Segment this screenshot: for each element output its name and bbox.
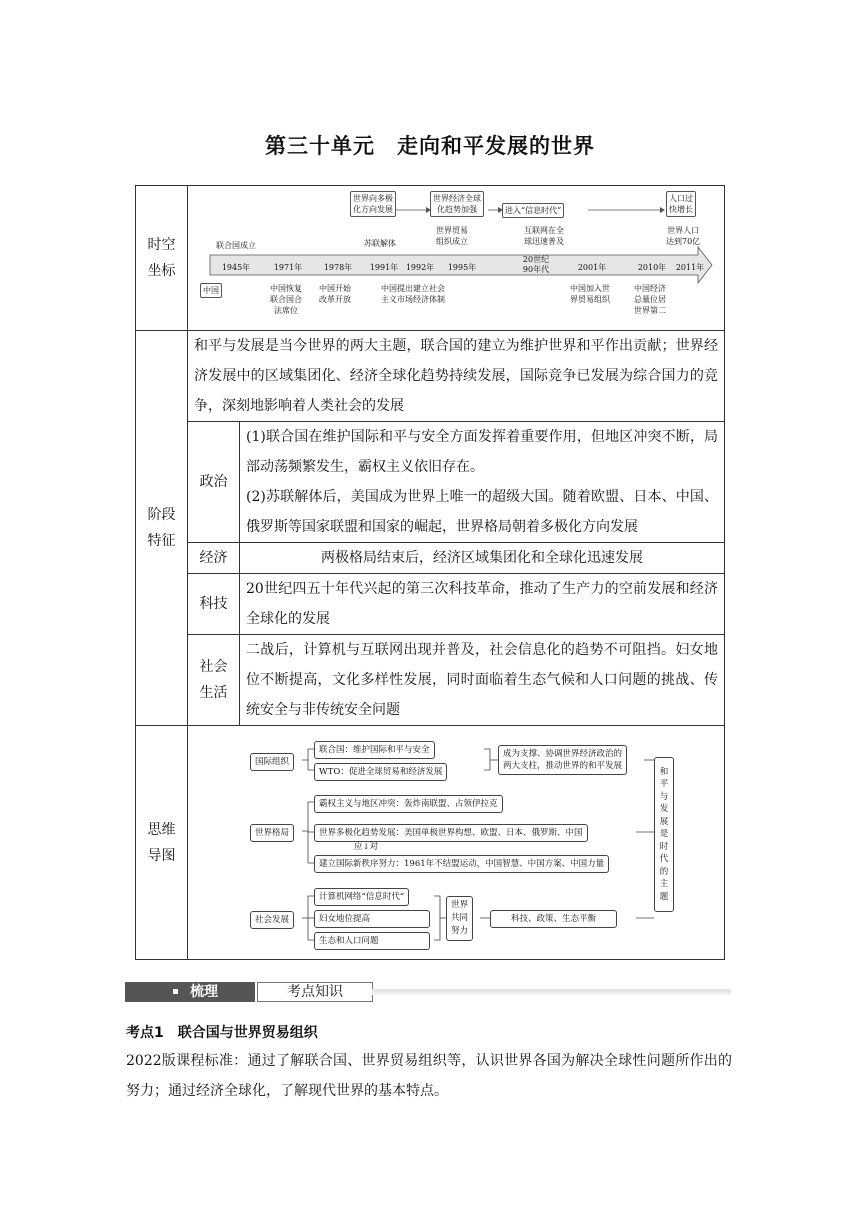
phase-item-label: 政治 <box>188 422 240 543</box>
year-label: 1971年 <box>273 262 303 272</box>
event-china-gdp-second: 中国经济 总量位居 世界第二 <box>634 283 666 315</box>
phase-overview: 和平与发展是当今世界的两大主题，联合国的建立为维护世界和平作出贡献；世界经济发展中的区域集团化、经济全球化趋势持续发展，国际竞争已发展为综合国力的竞争，深刻地影响着人类社会的发展 <box>188 331 725 422</box>
mm-joint-effort: 世界 共同 努力 <box>446 896 473 941</box>
timeline <box>188 187 724 330</box>
mm-eco-pop: 生态和人口问题 <box>314 932 430 950</box>
mm-women: 妇女地位提高 <box>314 910 430 928</box>
year-label: 20世纪 90年代 <box>522 254 550 274</box>
top-box-population: 人口过 快增长 <box>666 191 696 217</box>
mm-world-pattern: 世界格局 <box>250 824 294 842</box>
section-tab-sort: 梳理 <box>125 982 255 1002</box>
mm-solutions: 科技、政策、生态平衡 <box>490 910 617 928</box>
mm-wto: WTO：促进全球贸易和经济发展 <box>314 763 447 781</box>
mm-respond: 应↓对 <box>354 841 379 852</box>
event-china-market-economy: 中国提出建立社会 主义市场经济体制 <box>381 283 445 304</box>
phase-row-label <box>136 331 188 726</box>
curriculum-standard: 2022版课程标准：通过了解联合国、世界贸易组织等，认识世界各国为解决全球性问题所作出的努力；通过经济全球化，了解现代世界的基本特点。 <box>126 1053 732 1099</box>
timeline-cell <box>188 186 725 331</box>
top-box-multipolar: 世界向多极 化方向发展 <box>350 191 396 217</box>
phase-item-label: 科技 <box>188 574 240 635</box>
year-label: 1991年 <box>369 262 399 272</box>
mm-two-pillars: 成为支撑、协调世界经济政治的 两大支柱，推动世界的和平发展 <box>498 745 627 775</box>
section-tab-knowledge: 考点知识 <box>257 982 373 1002</box>
event-china-wto: 中国加入世 界贸易组织 <box>570 283 610 304</box>
year-label: 1995年 <box>447 262 477 272</box>
phase-item-text: (1)联合国在维护国际和平与安全方面发挥着重要作用，但地区冲突不断，局部动荡频繁发生，霸权主义依旧存在。 (2)苏联解体后，美国成为世界上唯一的超级大国。随着欧盟、日本、中国、俄罗斯等国家联盟和国家的崛起，世界格局朝着多极化方向发展 <box>240 422 725 543</box>
mindmap-cell <box>188 726 725 960</box>
year-label: 2010年 <box>637 262 667 272</box>
timeline-row-label <box>136 186 188 331</box>
event-china-reform: 中国开始 改革开放 <box>319 283 351 304</box>
kaodian-title: 考点1 联合国与世界贸易组织 <box>126 1025 318 1041</box>
event-population-7b: 世界人口 达到70亿 <box>666 225 701 246</box>
phase-item-label: 社会 生活 <box>188 635 240 726</box>
year-label: 1992年 <box>405 262 435 272</box>
phase-item-text: 两极格局结束后，经济区域集团化和全球化迅速发展 <box>240 543 725 574</box>
year-label: 1945年 <box>221 262 251 272</box>
event-wto-founded: 世界贸易 组织成立 <box>436 225 468 246</box>
timeline-label: 时空 坐标 <box>147 237 176 279</box>
event-un-founded: 联合国成立 <box>216 240 256 250</box>
event-china-un-seat: 中国恢复 联合国合 法席位 <box>270 283 302 315</box>
top-box-info-age: 进入“信息时代” <box>502 203 564 218</box>
mm-un: 联合国：维护国际和平与安全 <box>314 741 435 759</box>
mm-info-age: 计算机网络“信息时代” <box>314 888 409 906</box>
unit-table <box>135 185 725 960</box>
phase-label: 阶段 特征 <box>147 507 176 549</box>
mindmap-label: 思维 导图 <box>147 821 176 864</box>
mm-hegemony: 霸权主义与地区冲突：轰炸南联盟、占领伊拉克 <box>314 795 503 813</box>
event-internet: 互联网在全 球迅速普及 <box>524 225 564 246</box>
mm-multipolar: 世界多极化趋势发展：美国单极世界构想、欧盟、日本、俄罗斯、中国 <box>314 824 588 842</box>
year-label: 2001年 <box>577 262 607 272</box>
event-ussr-dissolved: 苏联解体 <box>364 238 396 248</box>
mindmap <box>188 727 724 959</box>
page-title: 第三十单元 走向和平发展的世界 <box>265 134 595 158</box>
top-box-globalization: 世界经济全球 化趋势加强 <box>430 191 484 217</box>
mm-final-theme: 和平与发展是时代的主题 <box>654 757 674 913</box>
china-label: 中国 <box>200 283 222 298</box>
phase-item-text: 20世纪四五十年代兴起的第三次科技革命，推动了生产力的空前发展和经济全球化的发展 <box>240 574 725 635</box>
mm-social-dev: 社会发展 <box>250 911 294 929</box>
phase-item-text: 二战后，计算机与互联网出现并普及，社会信息化的趋势不可阻挡。妇女地位不断提高，文化多样性发展，同时面临着生态气候和人口问题的挑战、传统安全与非传统安全问题 <box>240 635 725 726</box>
year-label: 1978年 <box>323 262 353 272</box>
section-bar <box>372 989 731 995</box>
phase-item-label: 经济 <box>188 543 240 574</box>
mindmap-row-label <box>136 726 188 960</box>
year-label: 2011年 <box>675 262 705 272</box>
mm-intl-orgs: 国际组织 <box>250 753 294 771</box>
mm-new-order: 建立国际新秩序努力：1961年不结盟运动，中国智慧、中国方案、中国力量 <box>314 855 609 873</box>
section-header <box>125 980 731 1004</box>
